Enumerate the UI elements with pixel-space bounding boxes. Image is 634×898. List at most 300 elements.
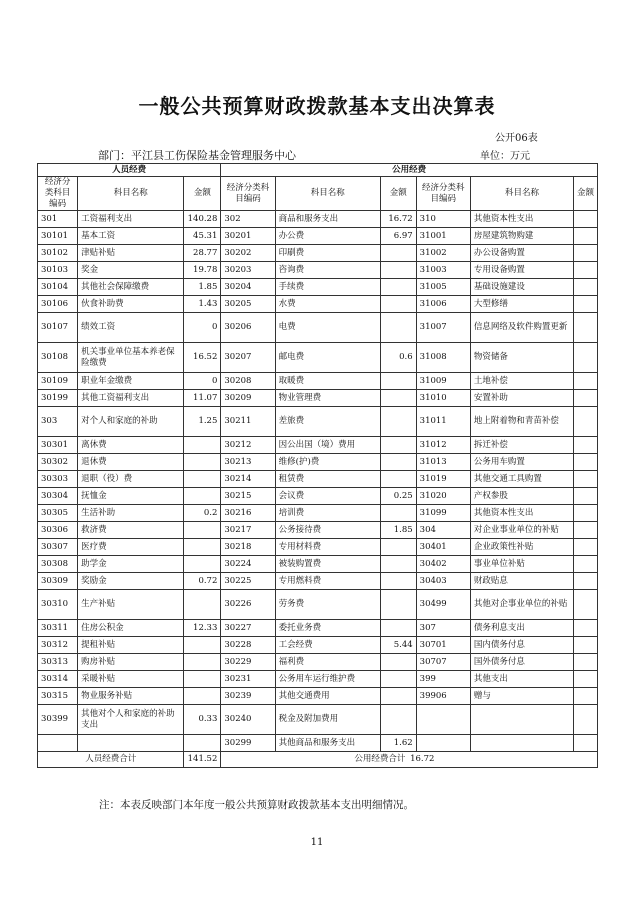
- name-cell: 其他商品和服务支出: [275, 735, 380, 752]
- table-row: [38, 245, 598, 262]
- amount-cell: [380, 573, 416, 590]
- amount-cell: 19.78: [184, 262, 221, 279]
- personnel-total-label: 人员经费合计: [38, 752, 184, 768]
- amount-cell: [184, 522, 221, 539]
- amount-cell: [380, 556, 416, 573]
- header-code: 经济分类科目编码: [38, 177, 78, 211]
- code-cell: 30228: [221, 637, 275, 654]
- name-cell: 提租补贴: [78, 637, 184, 654]
- code-cell: 31008: [416, 343, 470, 373]
- code-cell: 399: [416, 671, 470, 688]
- code-cell: 31013: [416, 454, 470, 471]
- table-row: [38, 262, 598, 279]
- amount-cell: [380, 390, 416, 407]
- name-cell: 伙食补助费: [78, 296, 184, 313]
- code-cell: 39906: [416, 688, 470, 705]
- code-cell: 304: [416, 522, 470, 539]
- name-cell: 拆迁补偿: [470, 437, 573, 454]
- code-cell: 30212: [221, 437, 275, 454]
- code-cell: [38, 735, 78, 752]
- name-cell: 手续费: [275, 279, 380, 296]
- name-cell: 咨询费: [275, 262, 380, 279]
- name-cell: 大型修缮: [470, 296, 573, 313]
- table-row: [38, 296, 598, 313]
- name-cell: 离休费: [78, 437, 184, 454]
- name-cell: 机关事业单位基本养老保险缴费: [78, 343, 184, 373]
- code-cell: 31020: [416, 488, 470, 505]
- amount-cell: [380, 296, 416, 313]
- amount-cell: [574, 296, 598, 313]
- amount-cell: 45.31: [184, 228, 221, 245]
- amount-cell: [380, 454, 416, 471]
- name-cell: 职业年金缴费: [78, 373, 184, 390]
- name-cell: 产权参股: [470, 488, 573, 505]
- amount-cell: [574, 590, 598, 620]
- doc-code: 公开06表: [495, 133, 538, 144]
- amount-cell: [574, 279, 598, 296]
- name-cell: 其他资本性支出: [470, 505, 573, 522]
- unit-label: 单位：万元: [480, 151, 530, 162]
- header-name: 科目名称: [275, 177, 380, 211]
- amount-cell: [380, 373, 416, 390]
- name-cell: 基本工资: [78, 228, 184, 245]
- amount-cell: 0.2: [184, 505, 221, 522]
- code-cell: 30218: [221, 539, 275, 556]
- name-cell: 办公费: [275, 228, 380, 245]
- amount-cell: [574, 735, 598, 752]
- name-cell: 商品和服务支出: [275, 211, 380, 228]
- amount-cell: [574, 637, 598, 654]
- amount-cell: [574, 573, 598, 590]
- code-cell: 30202: [221, 245, 275, 262]
- code-cell: 30314: [38, 671, 78, 688]
- name-cell: 信息网络及软件购置更新: [470, 313, 573, 343]
- table-row: [38, 590, 598, 620]
- code-cell: 30108: [38, 343, 78, 373]
- amount-cell: [574, 390, 598, 407]
- name-cell: 其他资本性支出: [470, 211, 573, 228]
- amount-cell: [574, 671, 598, 688]
- name-cell: 退职（役）费: [78, 471, 184, 488]
- name-cell: 税金及附加费用: [275, 705, 380, 735]
- code-cell: 31011: [416, 407, 470, 437]
- name-cell: 安置补助: [470, 390, 573, 407]
- footnote: 注：本表反映部门本年度一般公共预算财政拨款基本支出明细情况。: [99, 799, 414, 811]
- amount-cell: 1.85: [184, 279, 221, 296]
- amount-cell: [380, 671, 416, 688]
- name-cell: 物业管理费: [275, 390, 380, 407]
- table-row: [38, 211, 598, 228]
- amount-cell: [574, 556, 598, 573]
- code-cell: 30707: [416, 654, 470, 671]
- table-row: [38, 390, 598, 407]
- name-cell: 邮电费: [275, 343, 380, 373]
- department-label: 部门：平江县工伤保险基金管理服务中心: [98, 149, 296, 162]
- amount-cell: [380, 654, 416, 671]
- name-cell: 委托业务费: [275, 620, 380, 637]
- table-row: [38, 228, 598, 245]
- header-name: 科目名称: [470, 177, 573, 211]
- name-cell: 基础设施建设: [470, 279, 573, 296]
- code-cell: 30107: [38, 313, 78, 343]
- amount-cell: [574, 343, 598, 373]
- name-cell: 地上附着物和青苗补偿: [470, 407, 573, 437]
- table-row: [38, 654, 598, 671]
- amount-cell: [574, 705, 598, 735]
- amount-cell: 5.44: [380, 637, 416, 654]
- code-cell: 30307: [38, 539, 78, 556]
- name-cell: 救济费: [78, 522, 184, 539]
- header-amount: 金额: [574, 177, 598, 211]
- name-cell: 物资储备: [470, 343, 573, 373]
- name-cell: 其他交通工具购置: [470, 471, 573, 488]
- name-cell: 国外债务付息: [470, 654, 573, 671]
- name-cell: 助学金: [78, 556, 184, 573]
- amount-cell: 1.85: [380, 522, 416, 539]
- code-cell: 30226: [221, 590, 275, 620]
- amount-cell: [574, 688, 598, 705]
- header-amount: 金额: [184, 177, 221, 211]
- amount-cell: [574, 437, 598, 454]
- code-cell: 31002: [416, 245, 470, 262]
- code-cell: 30216: [221, 505, 275, 522]
- table-row: [38, 705, 598, 735]
- table-row: [38, 407, 598, 437]
- header-name: 科目名称: [78, 177, 184, 211]
- amount-cell: [574, 373, 598, 390]
- amount-cell: 1.25: [184, 407, 221, 437]
- name-cell: 劳务费: [275, 590, 380, 620]
- amount-cell: 16.52: [184, 343, 221, 373]
- code-cell: 30399: [38, 705, 78, 735]
- amount-cell: [380, 539, 416, 556]
- code-cell: 30240: [221, 705, 275, 735]
- name-cell: 工资福利支出: [78, 211, 184, 228]
- name-cell: 财政贴息: [470, 573, 573, 590]
- name-cell: 其他工资福利支出: [78, 390, 184, 407]
- name-cell: 企业政策性补贴: [470, 539, 573, 556]
- code-cell: 30224: [221, 556, 275, 573]
- table-row: [38, 505, 598, 522]
- name-cell: 生产补贴: [78, 590, 184, 620]
- name-cell: 办公设备购置: [470, 245, 573, 262]
- amount-cell: 12.33: [184, 620, 221, 637]
- code-cell: 30209: [221, 390, 275, 407]
- table-row: [38, 437, 598, 454]
- amount-cell: [574, 488, 598, 505]
- amount-cell: [380, 505, 416, 522]
- amount-cell: 11.07: [184, 390, 221, 407]
- table-row: [38, 313, 598, 343]
- name-cell: 福利费: [275, 654, 380, 671]
- name-cell: 公务用车运行维护费: [275, 671, 380, 688]
- code-cell: 30109: [38, 373, 78, 390]
- amount-cell: [380, 313, 416, 343]
- amount-cell: [184, 454, 221, 471]
- amount-cell: 0: [184, 313, 221, 343]
- name-cell: 抚恤金: [78, 488, 184, 505]
- name-cell: 债务利息支出: [470, 620, 573, 637]
- code-cell: 30306: [38, 522, 78, 539]
- amount-cell: [184, 735, 221, 752]
- name-cell: 会议费: [275, 488, 380, 505]
- amount-cell: [380, 590, 416, 620]
- name-cell: 工会经费: [275, 637, 380, 654]
- code-cell: 30402: [416, 556, 470, 573]
- code-cell: 31099: [416, 505, 470, 522]
- code-cell: 30204: [221, 279, 275, 296]
- name-cell: 水费: [275, 296, 380, 313]
- public-total-label: 公用经费合计: [354, 754, 406, 764]
- table-row: [38, 671, 598, 688]
- name-cell: 专用设备购置: [470, 262, 573, 279]
- name-cell: [470, 735, 573, 752]
- amount-cell: 6.97: [380, 228, 416, 245]
- code-cell: 30211: [221, 407, 275, 437]
- section-public: 公用经费: [221, 164, 598, 177]
- name-cell: 奖金: [78, 262, 184, 279]
- code-cell: 30302: [38, 454, 78, 471]
- amount-cell: [380, 688, 416, 705]
- table-row: [38, 735, 598, 752]
- amount-cell: [574, 471, 598, 488]
- amount-cell: [184, 654, 221, 671]
- amount-cell: [574, 522, 598, 539]
- code-cell: 30301: [38, 437, 78, 454]
- code-cell: [416, 705, 470, 735]
- code-cell: 30215: [221, 488, 275, 505]
- table-row: [38, 556, 598, 573]
- code-cell: 31012: [416, 437, 470, 454]
- code-cell: 30315: [38, 688, 78, 705]
- section-personnel: 人员经费: [38, 164, 221, 177]
- code-cell: 30305: [38, 505, 78, 522]
- amount-cell: [380, 471, 416, 488]
- public-total-value: 16.72: [410, 754, 435, 764]
- amount-cell: [380, 620, 416, 637]
- page-title: 一般公共预算财政拨款基本支出决算表: [138, 94, 496, 118]
- table-row: [38, 454, 598, 471]
- code-cell: 31003: [416, 262, 470, 279]
- personnel-total-value: 141.52: [184, 752, 221, 768]
- code-cell: 30205: [221, 296, 275, 313]
- code-cell: 30312: [38, 637, 78, 654]
- table-row: [38, 539, 598, 556]
- code-cell: 30701: [416, 637, 470, 654]
- code-cell: 30104: [38, 279, 78, 296]
- code-cell: 30309: [38, 573, 78, 590]
- code-cell: 30207: [221, 343, 275, 373]
- totals-row: [38, 752, 598, 768]
- code-cell: 30206: [221, 313, 275, 343]
- name-cell: 对个人和家庭的补助: [78, 407, 184, 437]
- amount-cell: [380, 245, 416, 262]
- code-cell: 31019: [416, 471, 470, 488]
- amount-cell: [574, 539, 598, 556]
- amount-cell: [380, 279, 416, 296]
- amount-cell: [380, 407, 416, 437]
- name-cell: 其他交通费用: [275, 688, 380, 705]
- name-cell: 差旅费: [275, 407, 380, 437]
- amount-cell: [380, 262, 416, 279]
- name-cell: 国内债务付息: [470, 637, 573, 654]
- amount-cell: 16.72: [380, 211, 416, 228]
- header-code: 经济分类科目编码: [221, 177, 275, 211]
- code-cell: [416, 735, 470, 752]
- code-cell: 30101: [38, 228, 78, 245]
- page-number: 11: [310, 837, 324, 848]
- code-cell: 30201: [221, 228, 275, 245]
- name-cell: 房屋建筑物购建: [470, 228, 573, 245]
- table-row: [38, 522, 598, 539]
- name-cell: 对企业事业单位的补贴: [470, 522, 573, 539]
- code-cell: 30403: [416, 573, 470, 590]
- amount-cell: [574, 228, 598, 245]
- table-row: [38, 471, 598, 488]
- code-cell: 301: [38, 211, 78, 228]
- name-cell: 事业单位补贴: [470, 556, 573, 573]
- name-cell: 物业服务补贴: [78, 688, 184, 705]
- name-cell: 住房公积金: [78, 620, 184, 637]
- header-amount: 金额: [380, 177, 416, 211]
- code-cell: 30102: [38, 245, 78, 262]
- amount-cell: [380, 437, 416, 454]
- amount-cell: [574, 454, 598, 471]
- code-cell: 30313: [38, 654, 78, 671]
- code-cell: 30229: [221, 654, 275, 671]
- name-cell: 印刷费: [275, 245, 380, 262]
- name-cell: 因公出国（境）费用: [275, 437, 380, 454]
- amount-cell: [574, 654, 598, 671]
- name-cell: 退休费: [78, 454, 184, 471]
- code-cell: 303: [38, 407, 78, 437]
- amount-cell: [574, 620, 598, 637]
- expenditure-table: [37, 163, 598, 768]
- table-row: [38, 637, 598, 654]
- name-cell: 取暖费: [275, 373, 380, 390]
- code-cell: 30231: [221, 671, 275, 688]
- name-cell: 专用材料费: [275, 539, 380, 556]
- amount-cell: 0.6: [380, 343, 416, 373]
- name-cell: 维修(护)费: [275, 454, 380, 471]
- code-cell: 30203: [221, 262, 275, 279]
- name-cell: 医疗费: [78, 539, 184, 556]
- amount-cell: [574, 211, 598, 228]
- public-total-cell: [221, 752, 598, 768]
- table-row: [38, 279, 598, 296]
- name-cell: 其他社会保障缴费: [78, 279, 184, 296]
- code-cell: 30214: [221, 471, 275, 488]
- table-row: [38, 688, 598, 705]
- amount-cell: [574, 262, 598, 279]
- code-cell: 30103: [38, 262, 78, 279]
- amount-cell: 0.33: [184, 705, 221, 735]
- code-cell: 302: [221, 211, 275, 228]
- code-cell: 30106: [38, 296, 78, 313]
- name-cell: [78, 735, 184, 752]
- name-cell: [470, 705, 573, 735]
- table-row: [38, 488, 598, 505]
- code-cell: 307: [416, 620, 470, 637]
- amount-cell: [184, 488, 221, 505]
- amount-cell: [184, 539, 221, 556]
- code-cell: 30199: [38, 390, 78, 407]
- name-cell: 专用燃料费: [275, 573, 380, 590]
- amount-cell: [574, 245, 598, 262]
- code-cell: 30213: [221, 454, 275, 471]
- name-cell: 其他对企事业单位的补贴: [470, 590, 573, 620]
- name-cell: 生活补助: [78, 505, 184, 522]
- table-row: [38, 373, 598, 390]
- table-row: [38, 573, 598, 590]
- code-cell: 31007: [416, 313, 470, 343]
- amount-cell: [574, 313, 598, 343]
- code-cell: 31006: [416, 296, 470, 313]
- name-cell: 其他对个人和家庭的补助支出: [78, 705, 184, 735]
- code-cell: 30217: [221, 522, 275, 539]
- name-cell: 采暖补贴: [78, 671, 184, 688]
- name-cell: 被装购置费: [275, 556, 380, 573]
- table-row: [38, 620, 598, 637]
- amount-cell: [184, 637, 221, 654]
- amount-cell: [184, 671, 221, 688]
- name-cell: 津贴补贴: [78, 245, 184, 262]
- amount-cell: 1.43: [184, 296, 221, 313]
- code-cell: 30308: [38, 556, 78, 573]
- name-cell: 租赁费: [275, 471, 380, 488]
- code-cell: 30227: [221, 620, 275, 637]
- amount-cell: 140.28: [184, 211, 221, 228]
- name-cell: 购房补贴: [78, 654, 184, 671]
- code-cell: 30401: [416, 539, 470, 556]
- name-cell: 其他支出: [470, 671, 573, 688]
- name-cell: 培训费: [275, 505, 380, 522]
- amount-cell: 28.77: [184, 245, 221, 262]
- table-row: [38, 343, 598, 373]
- amount-cell: 0: [184, 373, 221, 390]
- name-cell: 奖励金: [78, 573, 184, 590]
- code-cell: 30299: [221, 735, 275, 752]
- amount-cell: [184, 471, 221, 488]
- amount-cell: 1.62: [380, 735, 416, 752]
- name-cell: 电费: [275, 313, 380, 343]
- amount-cell: [574, 407, 598, 437]
- code-cell: 30304: [38, 488, 78, 505]
- amount-cell: [380, 705, 416, 735]
- name-cell: 绩效工资: [78, 313, 184, 343]
- amount-cell: [574, 505, 598, 522]
- amount-cell: [184, 590, 221, 620]
- code-cell: 30303: [38, 471, 78, 488]
- name-cell: 赠与: [470, 688, 573, 705]
- amount-cell: [184, 556, 221, 573]
- code-cell: 30225: [221, 573, 275, 590]
- code-cell: 31001: [416, 228, 470, 245]
- code-cell: 30208: [221, 373, 275, 390]
- code-cell: 31009: [416, 373, 470, 390]
- code-cell: 30239: [221, 688, 275, 705]
- name-cell: 公务接待费: [275, 522, 380, 539]
- amount-cell: [184, 437, 221, 454]
- amount-cell: 0.25: [380, 488, 416, 505]
- code-cell: 30499: [416, 590, 470, 620]
- code-cell: 30310: [38, 590, 78, 620]
- amount-cell: [184, 688, 221, 705]
- amount-cell: 0.72: [184, 573, 221, 590]
- name-cell: 土地补偿: [470, 373, 573, 390]
- code-cell: 31005: [416, 279, 470, 296]
- name-cell: 公务用车购置: [470, 454, 573, 471]
